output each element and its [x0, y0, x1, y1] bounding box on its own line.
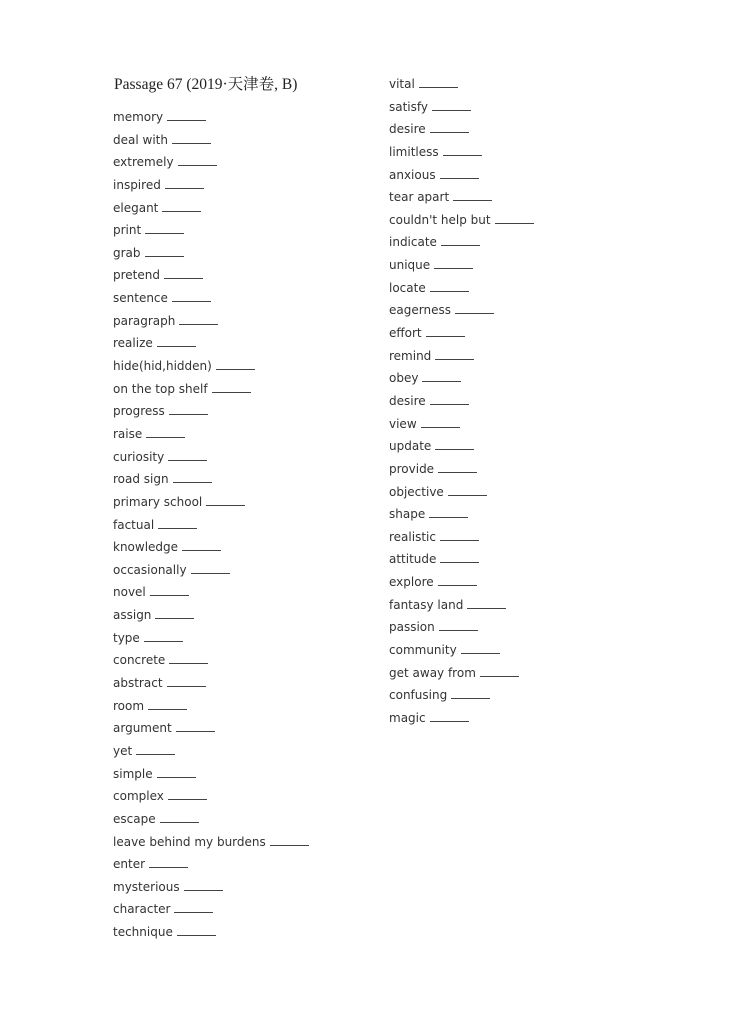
vocab-item	[389, 596, 534, 619]
answer-blank	[430, 404, 469, 405]
vocab-item	[389, 460, 534, 483]
answer-blank	[162, 211, 201, 212]
vocab-term: sentence	[113, 291, 168, 306]
vocab-item	[113, 742, 309, 765]
vocab-term: satisfy	[389, 99, 429, 114]
answer-blank	[212, 392, 251, 393]
vocab-term: leave behind my burdens	[113, 834, 266, 849]
vocab-term: provide	[389, 461, 435, 476]
answer-blank	[435, 359, 474, 360]
answer-blank	[169, 663, 208, 664]
vocab-term: realistic	[389, 529, 436, 544]
vocab-term: escape	[113, 811, 156, 826]
vocab-term: remind	[389, 348, 432, 363]
answer-blank	[150, 595, 189, 596]
vocab-item	[113, 402, 309, 425]
vocab-term: extremely	[113, 155, 174, 170]
vocab-term: paragraph	[113, 313, 176, 328]
vocab-term: raise	[113, 426, 143, 441]
answer-blank	[146, 437, 185, 438]
vocab-term: eagerness	[389, 303, 451, 318]
vocab-item	[113, 199, 309, 222]
vocab-term: technique	[113, 925, 173, 940]
page-title: Passage 67 (2019·天津卷, B)	[114, 76, 298, 93]
vocab-item	[389, 709, 534, 732]
vocab-term: argument	[113, 721, 172, 736]
vocab-item	[113, 334, 309, 357]
vocab-term: realize	[113, 336, 153, 351]
vocab-item	[113, 176, 309, 199]
vocab-term: objective	[389, 484, 444, 499]
vocab-item	[389, 505, 534, 528]
right-word-list	[389, 75, 534, 732]
vocab-term: locate	[389, 280, 426, 295]
vocab-term: print	[113, 223, 142, 238]
answer-blank	[155, 618, 194, 619]
answer-blank	[448, 495, 487, 496]
vocab-term: community	[389, 643, 457, 658]
answer-blank	[443, 155, 482, 156]
left-word-list	[113, 108, 309, 946]
vocab-item	[113, 674, 309, 697]
answer-blank	[438, 472, 477, 473]
answer-blank	[148, 709, 187, 710]
answer-blank	[495, 223, 534, 224]
vocab-term: grab	[113, 245, 141, 260]
vocab-item	[389, 75, 534, 98]
vocab-term: deal with	[113, 132, 168, 147]
answer-blank	[172, 143, 211, 144]
vocab-item	[389, 415, 534, 438]
vocab-item	[113, 561, 309, 584]
vocab-term: abstract	[113, 676, 163, 691]
vocab-term: magic	[389, 710, 426, 725]
answer-blank	[430, 721, 469, 722]
answer-blank	[461, 653, 500, 654]
vocab-term: passion	[389, 620, 435, 635]
vocab-item	[389, 98, 534, 121]
vocab-item	[113, 357, 309, 380]
vocab-item	[389, 279, 534, 302]
answer-blank	[426, 336, 465, 337]
answer-blank	[168, 460, 207, 461]
answer-blank	[438, 585, 477, 586]
vocab-item	[389, 256, 534, 279]
vocab-item	[113, 651, 309, 674]
vocab-item	[389, 664, 534, 687]
vocab-item	[113, 719, 309, 742]
vocab-item	[113, 516, 309, 539]
vocab-term: fantasy land	[389, 597, 464, 612]
vocab-term: enter	[113, 857, 146, 872]
vocab-term: concrete	[113, 653, 166, 668]
answer-blank	[164, 278, 203, 279]
answer-blank	[191, 573, 230, 574]
vocab-item	[389, 528, 534, 551]
vocab-item	[113, 425, 309, 448]
vocab-term: explore	[389, 575, 434, 590]
vocab-item	[113, 538, 309, 561]
answer-blank	[158, 528, 197, 529]
answer-blank	[421, 427, 460, 428]
vocab-item	[389, 618, 534, 641]
vocab-item	[113, 855, 309, 878]
answer-blank	[270, 845, 309, 846]
answer-blank	[432, 110, 471, 111]
vocab-term: effort	[389, 326, 422, 341]
vocab-term: elegant	[113, 200, 159, 215]
vocab-term: knowledge	[113, 540, 179, 555]
answer-blank	[157, 777, 196, 778]
answer-blank	[216, 369, 255, 370]
vocab-item	[389, 550, 534, 573]
vocab-term: mysterious	[113, 879, 180, 894]
answer-blank	[419, 87, 458, 88]
vocab-item	[389, 143, 534, 166]
vocab-item	[389, 233, 534, 256]
answer-blank	[206, 505, 245, 506]
vocab-term: memory	[113, 110, 164, 124]
answer-blank	[440, 540, 479, 541]
vocab-item	[113, 583, 309, 606]
answer-blank	[145, 233, 184, 234]
vocab-item	[113, 787, 309, 810]
vocab-item	[113, 153, 309, 176]
answer-blank	[167, 686, 206, 687]
answer-blank	[136, 754, 175, 755]
vocab-term: progress	[113, 404, 165, 419]
answer-blank	[169, 414, 208, 415]
vocab-term: shape	[389, 507, 426, 522]
vocab-item	[389, 437, 534, 460]
vocab-item	[113, 697, 309, 720]
vocab-term: tear apart	[389, 190, 450, 205]
answer-blank	[422, 381, 461, 382]
vocab-term: assign	[113, 608, 152, 623]
vocab-term: simple	[113, 766, 153, 781]
vocab-term: confusing	[389, 688, 448, 703]
vocab-term: yet	[113, 743, 133, 758]
vocab-item	[113, 606, 309, 629]
vocab-term: update	[389, 439, 432, 454]
vocab-item	[389, 211, 534, 234]
answer-blank	[435, 449, 474, 450]
answer-blank	[434, 268, 473, 269]
vocab-item	[113, 629, 309, 652]
answer-blank	[441, 245, 480, 246]
answer-blank	[480, 676, 519, 677]
vocab-term: occasionally	[113, 562, 187, 577]
vocab-item	[113, 878, 309, 901]
answer-blank	[429, 517, 468, 518]
vocab-term: on the top shelf	[113, 381, 208, 396]
vocab-item	[113, 108, 309, 131]
vocab-item	[389, 324, 534, 347]
vocab-item	[113, 221, 309, 244]
vocab-term: pretend	[113, 268, 160, 283]
vocab-item	[113, 810, 309, 833]
vocab-item	[113, 470, 309, 493]
answer-blank	[451, 698, 490, 699]
vocab-term: desire	[389, 122, 426, 137]
vocab-item	[389, 301, 534, 324]
vocab-term: view	[389, 416, 417, 431]
answer-blank	[182, 550, 221, 551]
vocab-term: type	[113, 630, 140, 645]
vocab-item	[113, 380, 309, 403]
answer-blank	[174, 912, 213, 913]
answer-blank	[453, 200, 492, 201]
vocab-item	[113, 312, 309, 335]
vocab-term: attitude	[389, 552, 437, 567]
answer-blank	[440, 562, 479, 563]
answer-blank	[173, 482, 212, 483]
vocab-term: vital	[389, 77, 415, 91]
answer-blank	[467, 608, 506, 609]
answer-blank	[184, 890, 223, 891]
vocab-term: novel	[113, 585, 146, 600]
vocab-term: factual	[113, 517, 155, 532]
vocab-term: unique	[389, 258, 431, 273]
answer-blank	[157, 346, 196, 347]
vocab-term: couldn't help but	[389, 212, 491, 227]
vocab-item	[113, 765, 309, 788]
answer-blank	[430, 132, 469, 133]
vocab-item	[113, 493, 309, 516]
vocab-item	[113, 244, 309, 267]
vocab-item	[113, 266, 309, 289]
vocab-item	[389, 369, 534, 392]
vocab-term: obey	[389, 371, 419, 386]
vocab-item	[389, 347, 534, 370]
vocab-item	[113, 448, 309, 471]
vocab-item	[389, 392, 534, 415]
vocab-item	[389, 686, 534, 709]
answer-blank	[176, 731, 215, 732]
answer-blank	[177, 935, 216, 936]
vocab-term: character	[113, 902, 171, 917]
answer-blank	[455, 313, 494, 314]
vocab-item	[389, 120, 534, 143]
vocab-item	[389, 166, 534, 189]
answer-blank	[144, 641, 183, 642]
vocab-term: hide(hid,hidden)	[113, 359, 212, 374]
vocab-item	[113, 289, 309, 312]
answer-blank	[168, 799, 207, 800]
vocab-item	[389, 188, 534, 211]
vocab-item	[113, 923, 309, 946]
answer-blank	[439, 630, 478, 631]
answer-blank	[178, 165, 217, 166]
answer-blank	[167, 120, 206, 121]
answer-blank	[160, 822, 199, 823]
vocab-term: indicate	[389, 235, 437, 250]
answer-blank	[430, 291, 469, 292]
answer-blank	[145, 256, 184, 257]
vocab-item	[389, 573, 534, 596]
answer-blank	[165, 188, 204, 189]
vocab-term: curiosity	[113, 449, 165, 464]
vocab-item	[389, 641, 534, 664]
vocab-term: primary school	[113, 494, 203, 509]
vocab-item	[389, 483, 534, 506]
vocab-term: road sign	[113, 472, 169, 487]
vocab-term: anxious	[389, 167, 436, 182]
answer-blank	[172, 301, 211, 302]
vocab-term: complex	[113, 789, 164, 804]
vocab-term: limitless	[389, 144, 439, 159]
answer-blank	[179, 324, 218, 325]
vocab-item	[113, 900, 309, 923]
vocab-term: inspired	[113, 177, 161, 192]
answer-blank	[149, 867, 188, 868]
vocab-term: room	[113, 698, 145, 713]
answer-blank	[440, 178, 479, 179]
vocab-item	[113, 833, 309, 856]
vocab-term: get away from	[389, 665, 476, 680]
vocab-term: desire	[389, 393, 426, 408]
vocab-item	[113, 131, 309, 154]
